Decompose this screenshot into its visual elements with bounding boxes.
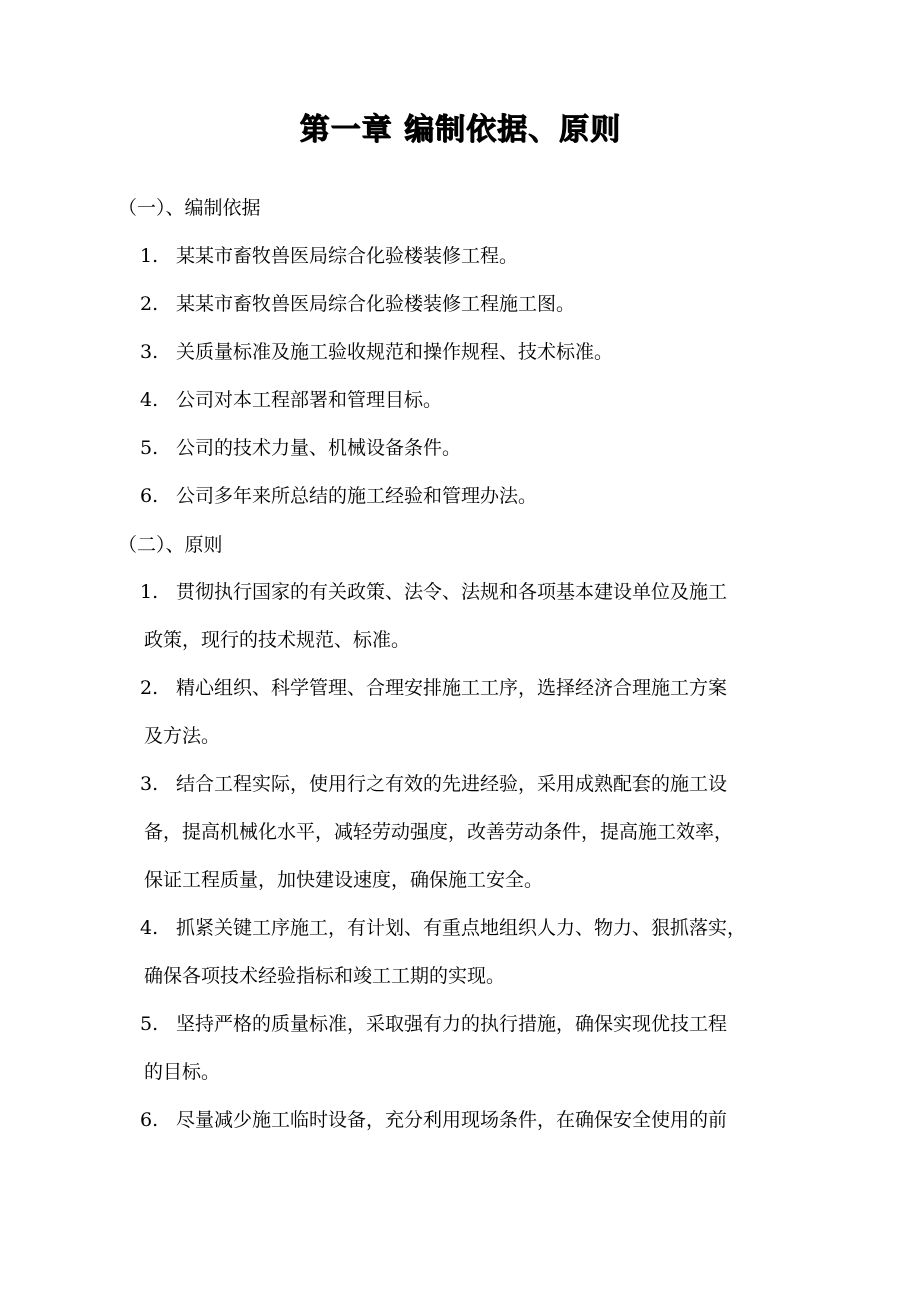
list-item-text: 公司对本工程部署和管理目标。 [176,389,443,411]
list-item-line [140,232,820,280]
list-item-text: 结合工程实际，使用行之有效的先进经验，采用成熟配套的施工设 [176,773,728,795]
list-item-text: 保证工程质量，加快建设速度，确保施工安全。 [144,869,544,891]
list-item-text: 公司多年来所总结的施工经验和管理办法。 [176,485,538,507]
list-item-line [140,664,820,712]
list-item [140,280,820,328]
list-item-line [140,904,820,952]
list-item-number: 3. [140,773,159,795]
list-item-text: 确保各项技术经验指标和竣工工期的实现。 [144,965,506,987]
list-item-number: 5. [140,1013,159,1035]
list-item [140,472,820,520]
list-item-number: 6. [140,485,159,507]
list-item-line [140,760,820,808]
list-item-text: 抓紧关键工序施工，有计划、有重点地组织人力、物力、狠抓落实， [176,917,747,939]
list-item [140,232,820,280]
list-item-line [140,568,820,616]
list-item-number: 2. [140,293,159,315]
list-item [140,424,820,472]
list-item-text: 关质量标准及施工验收规范和操作规程、技术标准。 [176,341,614,363]
list-item-line [140,376,820,424]
list-item-line [140,1096,820,1144]
list-item-number: 1. [140,245,159,267]
list-item-text: 尽量减少施工临时设备，充分利用现场条件，在确保安全使用的前 [176,1109,728,1131]
list-item [140,760,820,904]
list-item-text: 某某市畜牧兽医局综合化验楼装修工程。 [176,245,519,267]
section-heading-principles: （二）、原则 [118,534,223,556]
list-item-text: 及方法。 [144,725,221,747]
list-item-line [140,712,820,760]
list-item-number: 3. [140,341,159,363]
list-item-text: 备，提高机械化水平，减轻劳动强度，改善劳动条件，提高施工效率， [144,821,734,843]
list-item-number: 1. [140,581,159,603]
list-item-line [140,952,820,1000]
list-item-line [140,328,820,376]
list-item-text: 公司的技术力量、机械设备条件。 [176,437,462,459]
list-item [140,904,820,1000]
list-item [140,376,820,424]
section-heading-basis: （一）、编制依据 [118,197,261,219]
list-item-text: 的目标。 [144,1061,221,1083]
list-item-text: 某某市畜牧兽医局综合化验楼装修工程施工图。 [176,293,576,315]
list-item [140,664,820,760]
list-item [140,568,820,664]
list-item-number: 5. [140,437,159,459]
list-item [140,1096,820,1144]
list-item-number: 4. [140,917,159,939]
list-item [140,1000,820,1096]
list-item-text: 政策，现行的技术规范、标准。 [144,629,411,651]
list-item-number: 6. [140,1109,159,1131]
list-item-number: 2. [140,677,159,699]
list-item [140,328,820,376]
list-item-line [140,856,820,904]
list-item-line [140,808,820,856]
list-item-text: 坚持严格的质量标准，采取强有力的执行措施，确保实现优技工程 [176,1013,728,1035]
list-item-line [140,1000,820,1048]
list-item-line [140,424,820,472]
list-item-text: 贯彻执行国家的有关政策、法令、法规和各项基本建设单位及施工 [176,581,728,603]
chapter-title: 第一章 编制依据、原则 [299,112,621,147]
list-item-line [140,472,820,520]
list-item-number: 4. [140,389,159,411]
list-item-line [140,1048,820,1096]
list-item-text: 精心组织、科学管理、合理安排施工工序，选择经济合理施工方案 [176,677,728,699]
list-item-line [140,280,820,328]
list-item-line [140,616,820,664]
